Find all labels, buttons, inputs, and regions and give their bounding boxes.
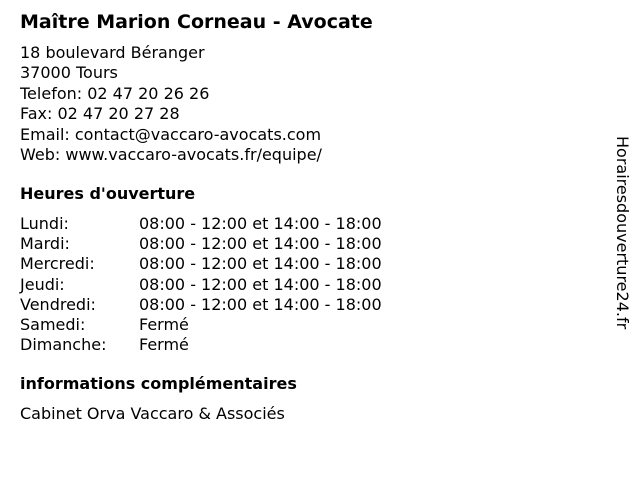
hours-day: Samedi:	[20, 314, 86, 334]
page-title: Maître Marion Corneau - Avocate	[20, 11, 373, 33]
hours-day: Jeudi:	[20, 274, 65, 294]
hours-day: Lundi:	[20, 214, 69, 233]
phone-line: Telefon: 02 47 20 26 26	[20, 83, 210, 103]
additional-info-heading: informations complémentaires	[20, 374, 297, 393]
hours-time: 08:00 - 12:00 et 14:00 - 18:00	[139, 274, 382, 294]
email-line: Email: contact@vaccaro-avocats.com	[20, 124, 322, 144]
hours-time: 08:00 - 12:00 et 14:00 - 18:00	[139, 234, 382, 254]
hours-time: 08:00 - 12:00 et 14:00 - 18:00	[139, 294, 382, 314]
hours-day: Mercredi:	[20, 254, 95, 274]
watermark-text: Horairesdouverture24.fr	[613, 136, 632, 330]
hours-day: Vendredi:	[20, 294, 96, 314]
hours-time: 08:00 - 12:00 et 14:00 - 18:00	[139, 254, 382, 274]
additional-info-text: Cabinet Orva Vaccaro & Associés	[20, 404, 285, 423]
hours-day: Dimanche:	[20, 335, 107, 355]
watermark	[612, 136, 632, 372]
web-line: Web: www.vaccaro-avocats.fr/equipe/	[20, 145, 322, 165]
address-city: 37000 Tours	[20, 63, 118, 83]
hours-time: Fermé	[139, 314, 189, 334]
fax-line: Fax: 02 47 20 27 28	[20, 104, 180, 124]
opening-hours-heading: Heures d'ouverture	[20, 184, 196, 203]
contact-block	[20, 43, 322, 165]
hours-day: Mardi:	[20, 234, 70, 254]
hours-time: 08:00 - 12:00 et 14:00 - 18:00	[139, 214, 382, 233]
hours-time: Fermé	[139, 335, 189, 355]
address-street: 18 boulevard Béranger	[20, 43, 205, 62]
